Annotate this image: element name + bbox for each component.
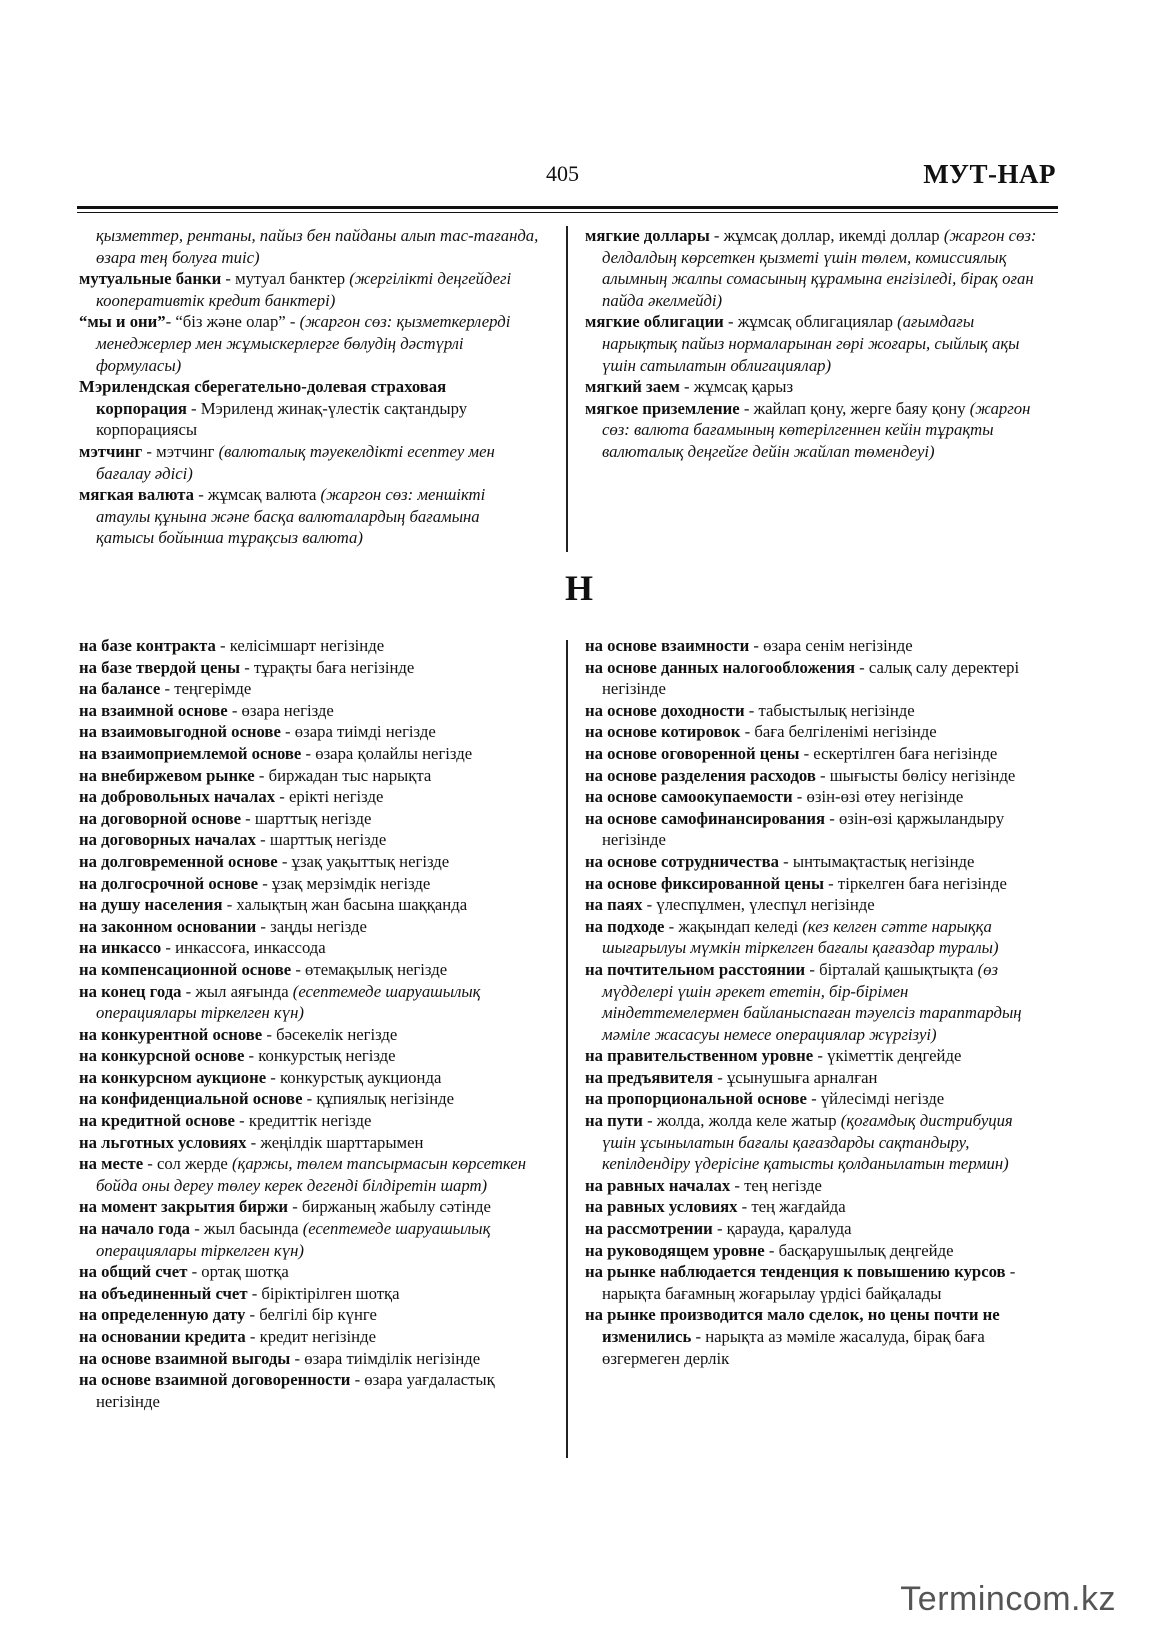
entry-term: на взаимоприемлемой основе	[79, 743, 302, 763]
entry-translation: - бәсекелік негізде	[262, 1024, 398, 1044]
entry-translation: - өтемақылық негізде	[291, 959, 448, 979]
entry-translation: - “біз және олар” -	[165, 312, 300, 332]
dictionary-entry	[585, 1045, 1047, 1067]
entry-term: на долгосрочной основе	[79, 873, 259, 893]
entry-translation: - жеңілдік шарттарымен	[246, 1132, 424, 1152]
section-letter: Н	[564, 568, 593, 608]
entry-term: на основании кредита	[79, 1327, 246, 1346]
entry-translation: - тең жағдайда	[737, 1197, 846, 1217]
entry-translation: - келісімшарт негізінде	[215, 636, 385, 655]
entry-translation: - конкурстық негізде	[244, 1046, 396, 1066]
entry-term: на рынке производится мало сделок, но цены почти не изменились	[585, 1305, 1000, 1346]
entry-translation: - ескертілген баға негізінде	[799, 743, 998, 763]
entry-translation: - сол жерде	[143, 1154, 232, 1174]
entry-translation: - Мэриленд жинақ-үлестік сақтандыру корпорациясы	[96, 398, 468, 440]
dictionary-entry	[585, 1175, 1047, 1197]
entry-note: (есептемеде шаруашылық операциялары тіркелген күн)	[96, 1219, 491, 1260]
entry-translation: - жақындап келеді	[664, 916, 803, 936]
entry-translation: - шығысты бөлісу негізінде	[815, 765, 1016, 785]
dictionary-entry	[585, 1261, 1047, 1304]
entry-term: на основе взаимной договоренности	[79, 1370, 351, 1390]
dictionary-entry	[79, 1369, 541, 1412]
entry-term: на добровольных началах	[79, 787, 276, 807]
dictionary-entry	[79, 916, 541, 938]
entry-translation: - бірталай қашықтықта	[805, 959, 978, 979]
entry-translation: - конкурстық аукционда	[266, 1067, 442, 1087]
section-range-header: МУТ-НАР	[923, 159, 1056, 189]
entry-translation: - ортақ шотқа	[187, 1262, 289, 1282]
entry-translation: - теңгерімде	[160, 679, 252, 699]
entry-note: (қаржы, төлем тапсырмасын көрсеткен бойда оны дереу төлеу керек дегенді білдіретін шарт)	[96, 1154, 526, 1195]
entry-translation: - нарықта бағамның жоғарылау үрдісі байқалады	[602, 1262, 1016, 1303]
entry-term: на пути	[585, 1111, 643, 1131]
dictionary-entry	[79, 1196, 541, 1218]
dictionary-entry	[79, 484, 541, 549]
entry-term: на предъявителя	[585, 1067, 714, 1087]
entry-note: (кез келген сәтте нарыққа шығарылуы мүмкін тіркелген бағалы қағаздар туралы)	[602, 916, 999, 958]
entry-translation: - үлеспұлмен, үлеспұл негізінде	[642, 895, 875, 915]
entry-term: на компенсационной основе	[79, 959, 292, 979]
entry-term: на руководящем уровне	[585, 1240, 765, 1260]
dictionary-entry	[585, 635, 1047, 657]
entry-translation: - басқарушылық деңгейде	[764, 1240, 954, 1260]
entry-term: на объединенный счет	[79, 1283, 248, 1303]
dictionary-entry	[79, 721, 541, 743]
dictionary-entry	[585, 1088, 1047, 1110]
entry-note: (валюталық тәуекелдікті есептеу мен бағалау әдісі)	[96, 441, 495, 483]
dictionary-entry	[585, 894, 1047, 916]
entry-translation: - табыстылық негізінде	[744, 700, 915, 720]
entry-translation: - тұрақты баға негізінде	[240, 657, 415, 677]
entry-translation: - биржадан тыс нарықта	[254, 765, 432, 785]
entry-term: на конкурентной основе	[79, 1024, 263, 1044]
column-divider-top	[566, 226, 568, 552]
entry-term: на взаимовыгодной основе	[79, 722, 281, 742]
entry-translation: - қарауда, қаралуда	[712, 1219, 852, 1239]
dictionary-entry	[79, 829, 541, 851]
dictionary-entry	[585, 657, 1047, 700]
header-rule-thin	[77, 212, 1058, 213]
entry-translation: - үйлесімді негізде	[806, 1089, 945, 1109]
entry-translation: - үкіметтік деңгейде	[813, 1046, 962, 1066]
column-top-right	[585, 225, 1047, 463]
dictionary-entry	[79, 1304, 541, 1326]
dictionary-entry	[79, 959, 541, 981]
entry-term: на правительственном уровне	[585, 1046, 814, 1066]
entry-translation: - салық салу деректері негізінде	[602, 657, 1020, 699]
entry-translation: - жыл басында	[190, 1219, 303, 1239]
entry-note: (жаргон сөз: делдалдың көрсеткен қызметі үшін төлем, комиссиялық алымның жалпы сомасының құрамына енгізіледі, бірақ оған пайда әкелмейді)	[602, 226, 1037, 310]
entry-translation: - өзара қолайлы негізде	[301, 743, 473, 763]
entry-translation: - өзара негізде	[227, 700, 334, 720]
entry-translation: - құпиялық негізінде	[302, 1089, 455, 1109]
column-divider-bottom	[566, 640, 568, 1458]
dictionary-entry	[79, 1132, 541, 1154]
dictionary-entry	[585, 225, 1047, 311]
page-number: 405	[546, 161, 579, 186]
dictionary-entry	[79, 873, 541, 895]
entry-translation: - заңды негізде	[256, 916, 367, 936]
dictionary-entry	[79, 1261, 541, 1283]
dictionary-entry	[79, 635, 541, 657]
entry-term: на основе данных налогообложения	[585, 657, 855, 677]
entry-translation: - мэтчинг	[142, 441, 219, 461]
entry-translation: - халықтың жан басына шаққанда	[222, 895, 468, 915]
dictionary-entry	[79, 1153, 541, 1196]
dictionary-entry	[79, 743, 541, 765]
entry-term: на взаимной основе	[79, 700, 228, 720]
dictionary-entry	[79, 1348, 541, 1370]
entry-term: на общий счет	[79, 1262, 188, 1282]
dictionary-entry	[79, 1024, 541, 1046]
entry-term: на льготных условиях	[79, 1132, 247, 1152]
entry-translation: - ұсынушыға арналған	[713, 1067, 878, 1087]
entry-term: на основе самофинансирования	[585, 808, 826, 828]
entry-term: на рассмотрении	[585, 1219, 713, 1239]
dictionary-entry	[79, 937, 541, 959]
entry-term: на основе котировок	[585, 722, 741, 742]
entry-note: (жаргон сөз: валюта бағамының көтерілгеннен кейін тұрақты валюталық деңгейге дейін жайлап төмендеуі)	[602, 398, 1031, 461]
dictionary-entry	[585, 959, 1047, 1045]
entry-translation: - жыл аяғында	[181, 981, 293, 1001]
entry-term: мутуальные банки	[79, 269, 222, 289]
entry-term: на базе твердой цены	[79, 657, 241, 677]
dictionary-entry	[79, 1218, 541, 1261]
dictionary-entry	[585, 700, 1047, 722]
dictionary-entry	[585, 851, 1047, 873]
entry-term: мягкая валюта	[79, 485, 195, 505]
entry-term: на основе взаимности	[585, 636, 750, 655]
entry-term: на основе оговоренной цены	[585, 743, 800, 763]
dictionary-entry	[585, 916, 1047, 959]
entry-term: на подходе	[585, 916, 665, 936]
entry-note: (есептемеде шаруашылық операциялары тіркелген күн)	[96, 981, 481, 1023]
entry-note: (өз мүдделері үшін әрекет ететін, бір-бірімен міндеттемелермен байланыспаған тәуелсіз тараптардың мәміле жасасуы немесе операциялар жүргізуі)	[602, 959, 1022, 1044]
entry-translation: - өзара уағдаластық негізінде	[96, 1370, 495, 1411]
dictionary-entry	[79, 1067, 541, 1089]
dictionary-entry	[79, 851, 541, 873]
dictionary-entry	[585, 786, 1047, 808]
entry-term: на пропорциональной основе	[585, 1089, 807, 1109]
entry-translation: - ұзақ уақыттық негізде	[277, 851, 450, 871]
entry-term: на конец года	[79, 981, 182, 1001]
dictionary-entry	[585, 721, 1047, 743]
dictionary-entry	[585, 743, 1047, 765]
dictionary-entry	[79, 700, 541, 722]
entry-translation: - жұмсақ облигациялар	[723, 312, 898, 332]
dictionary-entry	[585, 765, 1047, 787]
entry-translation: - кредиттік негізде	[234, 1111, 372, 1131]
column-bottom-left	[79, 635, 541, 1412]
dictionary-entry	[79, 311, 541, 376]
dictionary-entry	[585, 873, 1047, 895]
entry-translation: - баға белгіленімі негізінде	[740, 722, 937, 742]
entry-translation: - белгілі бір күнге	[245, 1305, 377, 1325]
entry-translation: - жайлап қону, жерге баяу қону	[739, 398, 970, 418]
dictionary-entry	[585, 1240, 1047, 1262]
entry-translation: - ұзақ мерзімдік негізде	[258, 873, 431, 893]
entry-term: “мы и они”	[79, 312, 166, 332]
entry-term: на равных условиях	[585, 1197, 738, 1217]
entry-note: (жаргон сөз: меншікті атаулы құнына және басқа валюталардың бағамына қатысы бойынша тұрақсыз валюта)	[96, 485, 486, 548]
dictionary-entry	[79, 441, 541, 484]
entry-term: Мэрилендская сберегательно-долевая страховая корпорация	[79, 377, 447, 418]
entry-translation: - өзара сенім негізінде	[749, 636, 913, 655]
entry-term: на рынке наблюдается тенденция к повышению курсов	[585, 1262, 1006, 1282]
entry-note: (жергілікті деңгейдегі кооперативтік кредит банктері)	[96, 269, 512, 310]
dictionary-entry	[79, 894, 541, 916]
dictionary-entry	[79, 765, 541, 787]
entry-term: на равных началах	[585, 1175, 731, 1195]
column-top-left	[79, 225, 541, 549]
entry-translation: - тең негізде	[730, 1175, 822, 1195]
entry-term: мягкие облигации	[585, 312, 724, 332]
dictionary-entry	[585, 1304, 1047, 1369]
column-bottom-right	[585, 635, 1047, 1369]
entry-term: на месте	[79, 1154, 144, 1174]
dictionary-entry	[79, 268, 541, 311]
entry-note: (қоғамдық дистрибуция үшін ұсынылатын бағалы қағаздарды сақтандыру, кепілдендіру үдерісіне қатысты қолданылатын термин)	[602, 1111, 1013, 1174]
dictionary-entry	[585, 1067, 1047, 1089]
dictionary-entry	[585, 1196, 1047, 1218]
entry-term: на внебиржевом рынке	[79, 765, 255, 785]
dictionary-entry	[585, 398, 1047, 463]
entry-term: мэтчинг	[79, 441, 143, 461]
entry-translation: - ерікті негізде	[275, 787, 384, 807]
entry-term: на паях	[585, 895, 643, 915]
entry-translation: - өзара тиімділік негізінде	[290, 1348, 481, 1368]
entry-translation: - жұмсақ валюта	[194, 485, 321, 505]
entry-term: на конфиденциальной основе	[79, 1089, 303, 1109]
dictionary-entry	[79, 1110, 541, 1132]
dictionary-entry	[79, 1283, 541, 1305]
entry-term: на основе разделения расходов	[585, 765, 816, 785]
entry-note: (жаргон сөз: қызметкерлерді менеджерлер мен жұмыскерлерге бөлудің дәстүрлі формуласы)	[96, 312, 511, 375]
entry-term: на договорной основе	[79, 808, 241, 828]
entry-term: на определенную дату	[79, 1305, 246, 1325]
entry-term: на душу населения	[79, 895, 223, 915]
entry-translation: - өзара тиімді негізде	[280, 722, 436, 742]
entry-translation: - шарттық негізде	[255, 830, 387, 850]
entry-translation: - біріктірілген шотқа	[247, 1283, 400, 1303]
entry-term: мягкий заем	[585, 377, 680, 397]
dictionary-entry	[585, 1110, 1047, 1175]
entry-translation: - өзін-өзі қаржыландыру негізінде	[602, 808, 1005, 850]
entry-term: на кредитной основе	[79, 1111, 235, 1131]
dictionary-entry	[585, 311, 1047, 376]
entry-translation: - жұмсақ қарыз	[679, 377, 794, 397]
entry-term: на начало года	[79, 1219, 191, 1239]
dictionary-entry	[585, 376, 1047, 398]
entry-translation: - шарттық негізде	[241, 808, 372, 828]
entry-translation: - кредит негізінде	[245, 1327, 376, 1346]
entry-term: на договорных началах	[79, 830, 256, 850]
dictionary-entry	[585, 808, 1047, 851]
entry-translation: - ынтымақтастық негізінде	[778, 851, 975, 871]
entry-translation: - жолда, жолда келе жатыр	[642, 1111, 841, 1131]
dictionary-entry	[79, 1045, 541, 1067]
entry-term: на основе самоокупаемости	[585, 787, 793, 807]
entry-term: на основе доходности	[585, 700, 745, 720]
dictionary-entry	[585, 1218, 1047, 1240]
dictionary-entry	[79, 981, 541, 1024]
entry-term: на момент закрытия биржи	[79, 1197, 289, 1217]
entry-term: на основе взаимной выгоды	[79, 1348, 291, 1368]
dictionary-entry	[79, 1326, 541, 1348]
entry-term: на базе контракта	[79, 636, 216, 655]
dictionary-entry	[79, 1088, 541, 1110]
watermark-text: Termincom.kz	[900, 1580, 1116, 1618]
entry-translation: - мутуал банктер	[221, 269, 350, 289]
entry-term: на балансе	[79, 679, 161, 699]
entry-translation: - жұмсақ доллар, икемді доллар	[709, 226, 944, 245]
entry-term: на конкурсной основе	[79, 1046, 245, 1066]
entry-term: на законном основании	[79, 916, 257, 936]
entry-continuation: қызметтер, рентаны, пайыз бен пайданы алып тас-тағанда, өзара тең болуға тиіс)	[96, 226, 539, 267]
dictionary-entry	[79, 657, 541, 679]
entry-term: на основе сотрудничества	[585, 851, 779, 871]
entry-term: мягкие доллары	[585, 226, 710, 245]
entry-term: на долговременной основе	[79, 851, 278, 871]
dictionary-entry	[79, 376, 541, 441]
entry-translation: - тіркелген баға негізінде	[824, 873, 1007, 893]
header-rule	[77, 206, 1058, 209]
entry-term: на основе фиксированной цены	[585, 873, 824, 893]
entry-term: на конкурсном аукционе	[79, 1067, 267, 1087]
entry-note: (ағымдағы нарықтық пайыз нормаларынан гөрі жоғары, сыйлық ақы үшін сатылатын облигациялар)	[602, 312, 1020, 375]
dictionary-entry	[79, 808, 541, 830]
entry-term: на почтительном расстоянии	[585, 959, 806, 979]
entry-translation: - нарықта аз мәміле жасалуда, бірақ баға өзгермеген дерлік	[602, 1327, 985, 1368]
site-watermark-logo	[900, 1580, 1116, 1619]
entry-term: на инкассо	[79, 938, 162, 958]
dictionary-entry	[79, 786, 541, 808]
entry-translation: - инкассоға, инкассода	[161, 938, 326, 958]
dictionary-entry	[79, 678, 541, 700]
entry-translation: - биржаның жабылу сәтінде	[288, 1197, 491, 1217]
entry-term: мягкое приземление	[585, 398, 740, 418]
entry-translation: - өзін-өзі өтеу негізінде	[792, 787, 964, 807]
